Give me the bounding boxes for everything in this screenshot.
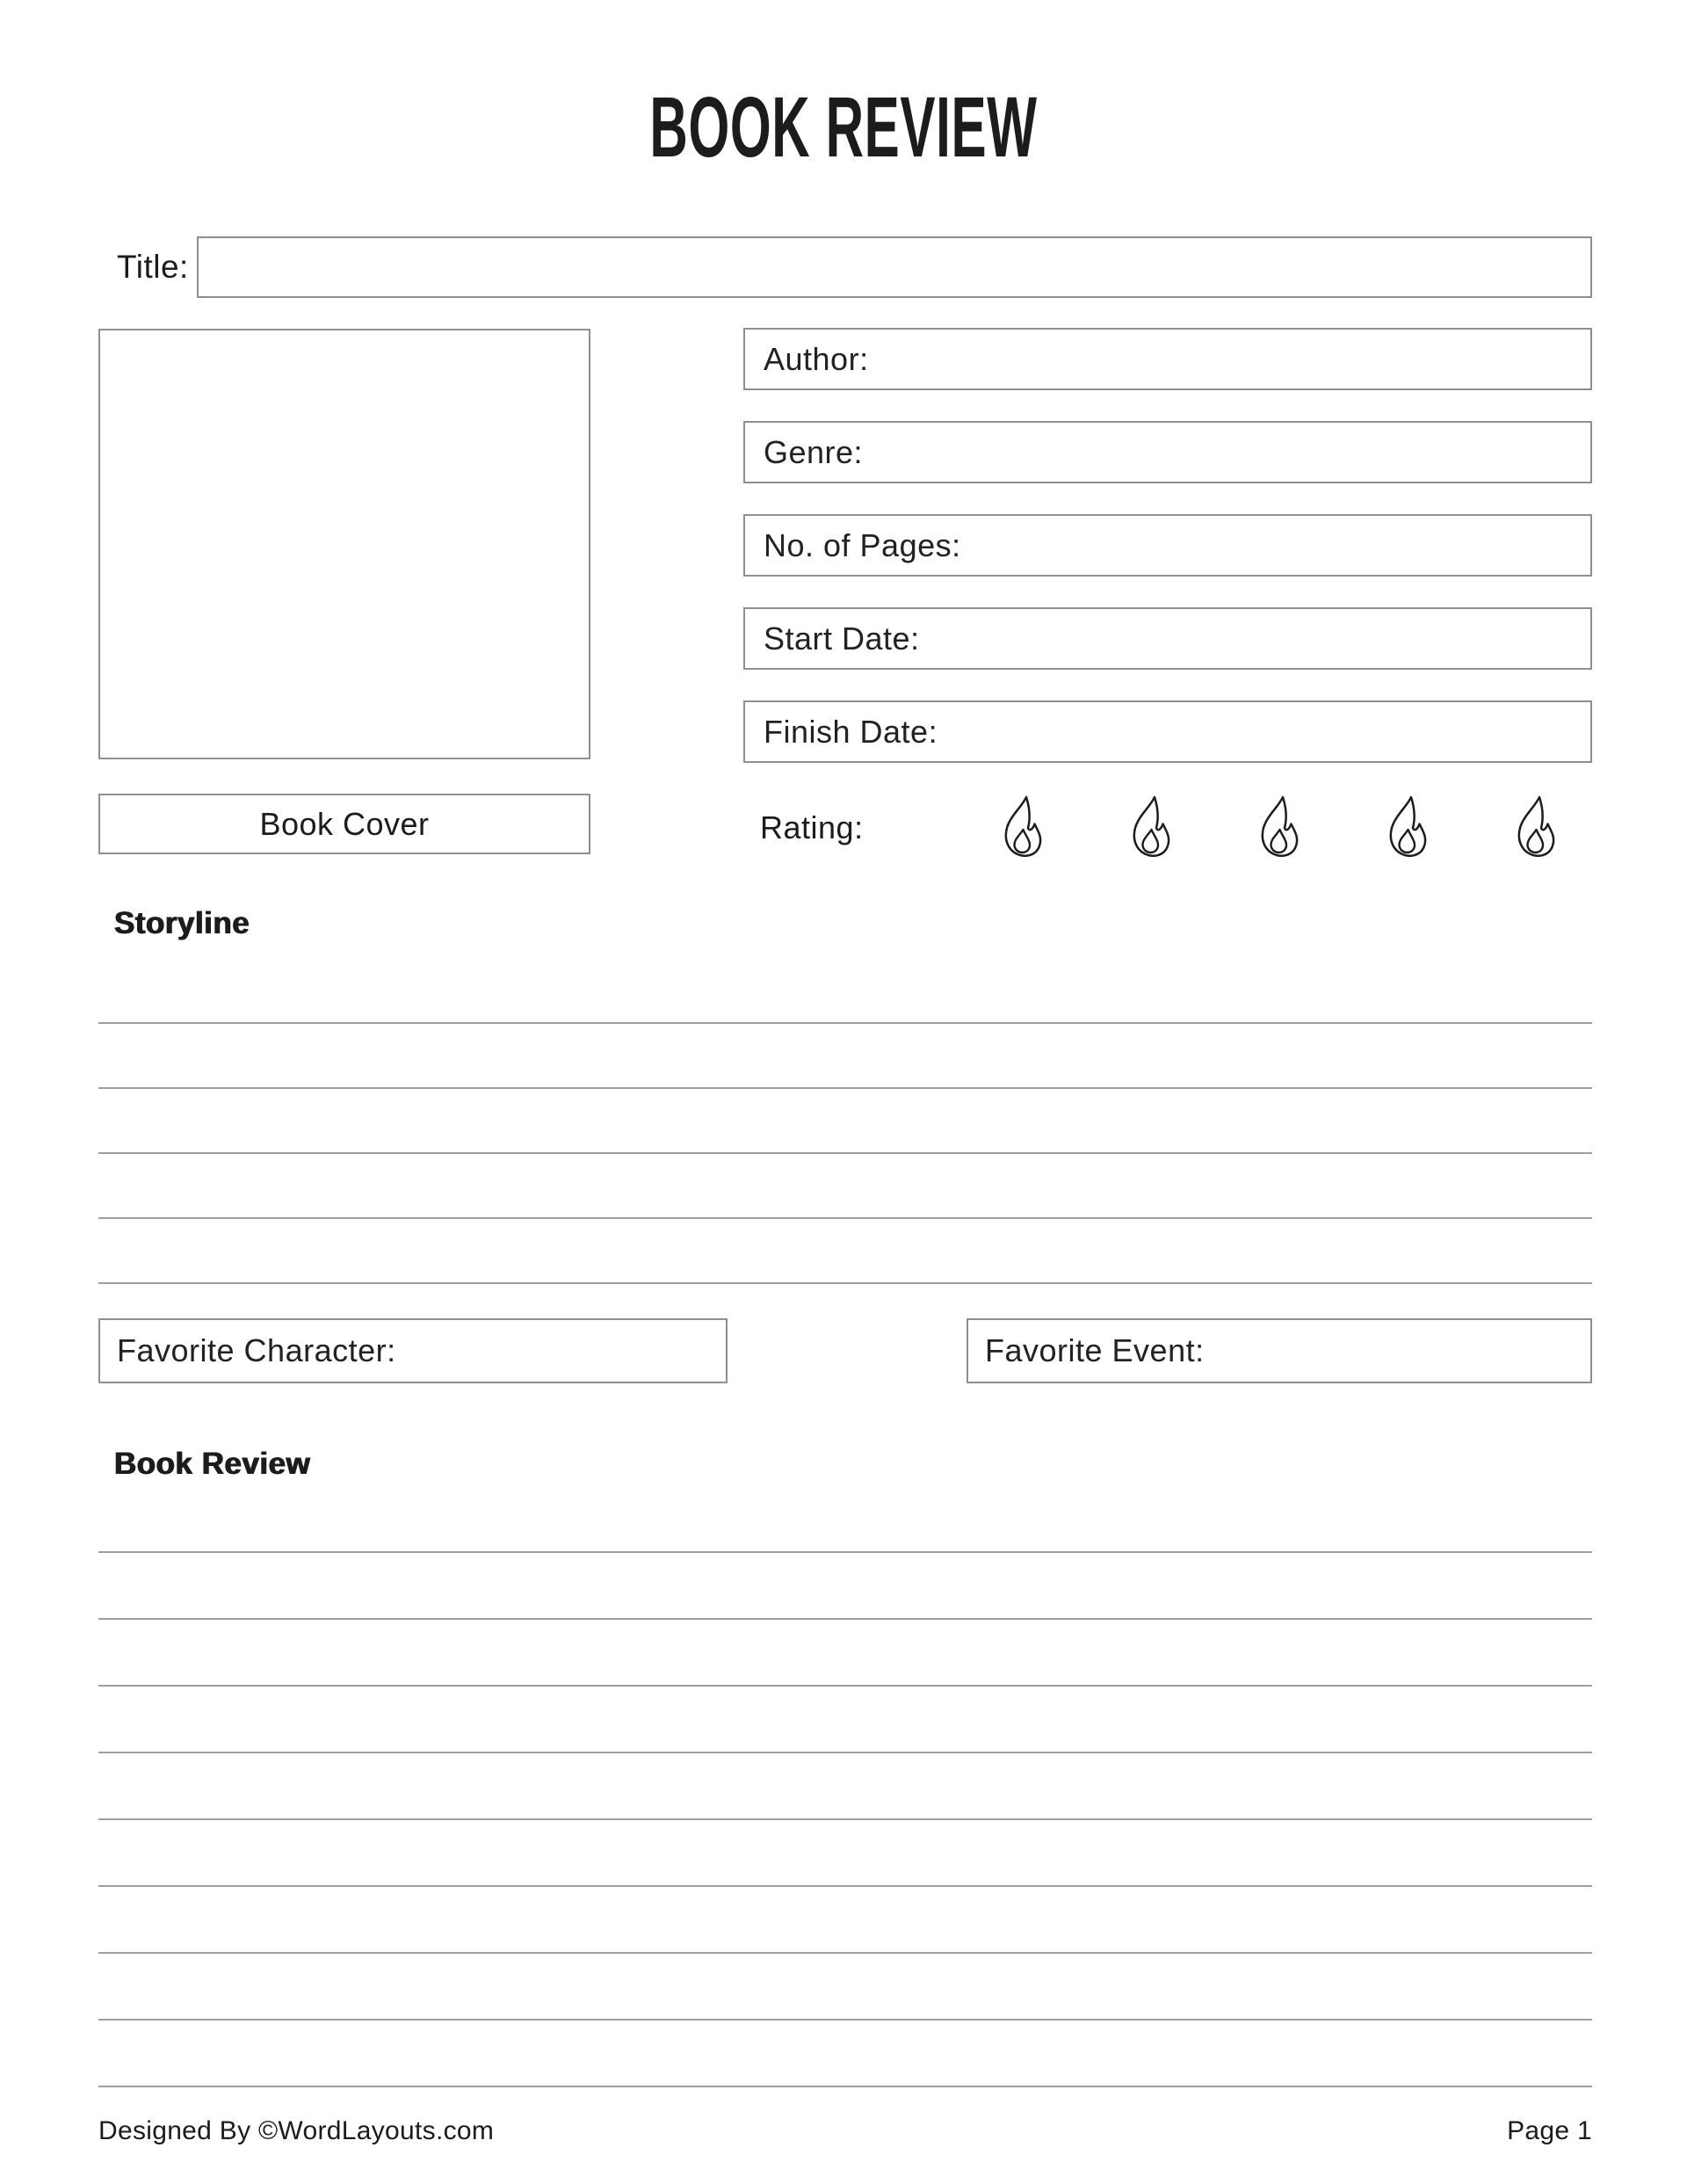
rating-label: Rating: xyxy=(760,809,864,845)
footer-credit: Designed By ©WordLayouts.com xyxy=(98,2116,495,2145)
ruled-line xyxy=(98,1618,1592,1620)
flame-icon[interactable] xyxy=(1002,795,1042,857)
genre-label: Genre: xyxy=(764,433,864,470)
flame-icon[interactable] xyxy=(1130,795,1170,857)
pages-label: No. of Pages: xyxy=(764,526,961,563)
title-field-label: Title: xyxy=(117,249,189,285)
footer xyxy=(98,2116,1592,2146)
flame-icon[interactable] xyxy=(1387,795,1427,857)
footer-page-number: Page 1 xyxy=(1507,2116,1592,2145)
ruled-line xyxy=(98,1152,1592,1154)
favorite-event-label: Favorite Event: xyxy=(985,1332,1205,1368)
finish-date-label: Finish Date: xyxy=(764,713,938,750)
ruled-line xyxy=(98,2086,1592,2087)
author-input[interactable] xyxy=(743,328,1592,390)
storyline-writing-area[interactable] xyxy=(98,1022,1592,1347)
book-details-fields xyxy=(743,328,1592,763)
ruled-line xyxy=(98,1885,1592,1887)
favorite-event-input[interactable] xyxy=(967,1318,1592,1383)
ruled-line xyxy=(98,1685,1592,1687)
title-input[interactable] xyxy=(197,236,1592,298)
book-cover-caption xyxy=(98,794,590,854)
favorite-character-input[interactable] xyxy=(98,1318,728,1383)
ruled-line xyxy=(98,1818,1592,1820)
ruled-line xyxy=(98,1752,1592,1753)
book-review-heading: Book Review xyxy=(114,1447,311,1481)
ruled-line xyxy=(98,1087,1592,1089)
storyline-heading: Storyline xyxy=(114,906,250,940)
author-label: Author: xyxy=(764,340,869,377)
book-cover-placeholder[interactable] xyxy=(98,329,590,759)
start-date-label: Start Date: xyxy=(764,620,920,657)
book-review-writing-area[interactable] xyxy=(98,1551,1592,2152)
ruled-line xyxy=(98,1217,1592,1219)
ruled-line xyxy=(98,1282,1592,1284)
book-cover-caption-label: Book Cover xyxy=(259,805,430,842)
rating-flames xyxy=(1002,795,1555,857)
pages-input[interactable] xyxy=(743,514,1592,577)
ruled-line xyxy=(98,1022,1592,1024)
ruled-line xyxy=(98,1551,1592,1553)
flame-icon[interactable] xyxy=(1515,795,1555,857)
flame-icon[interactable] xyxy=(1258,795,1299,857)
ruled-line xyxy=(98,1952,1592,1954)
genre-input[interactable] xyxy=(743,421,1592,483)
start-date-input[interactable] xyxy=(743,607,1592,670)
page-title: BOOK REVIEW xyxy=(649,79,1038,175)
ruled-line xyxy=(98,2019,1592,2021)
finish-date-input[interactable] xyxy=(743,700,1592,763)
favorite-character-label: Favorite Character: xyxy=(117,1332,396,1368)
